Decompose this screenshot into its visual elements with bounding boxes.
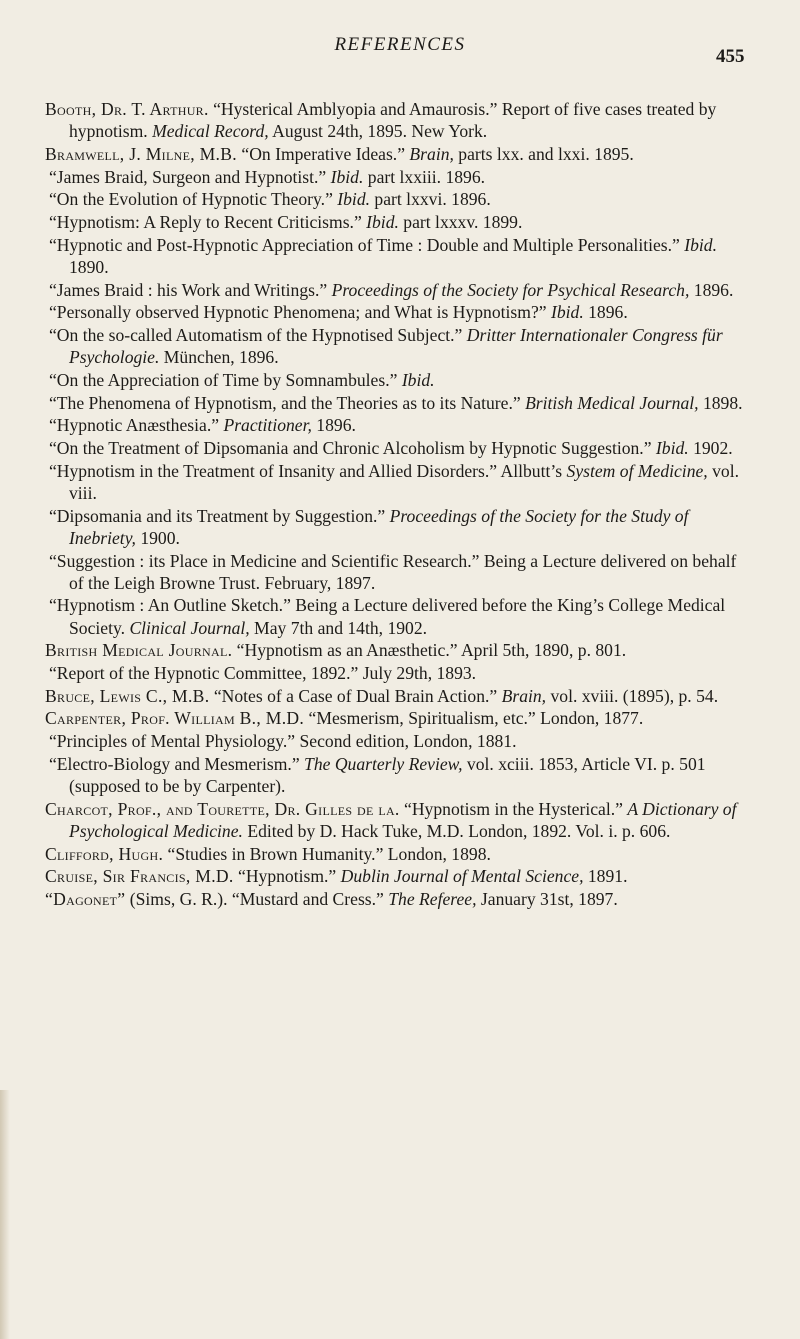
reference-text: part lxxiii. 1896.	[363, 166, 486, 187]
reference-text: 1896.	[311, 415, 356, 436]
reference-list	[45, 98, 745, 911]
reference-italic-title: Brain,	[409, 143, 454, 164]
reference-entry	[45, 143, 745, 165]
reference-entry	[45, 437, 745, 459]
reference-text: “On the Treatment of Dipsomania and Chronic Alcoholism by Hypnotic Suggestion.”	[49, 438, 656, 459]
reference-text: “Suggestion : its Place in Medicine and Scientific Research.” Being a Lecture delivered on behalf of the Leigh Browne Trust. February, 1897.	[49, 550, 737, 593]
reference-italic-title: Ibid.	[655, 438, 689, 459]
reference-text: January 31st, 1897.	[476, 889, 618, 910]
reference-entry	[45, 369, 745, 391]
reference-entry	[45, 843, 745, 865]
page-edge-stain	[0, 1090, 10, 1339]
reference-text: 1891.	[583, 866, 628, 887]
reference-text: “Hypnotism in the Treatment of Insanity and Allied Disorders.” Allbutt’s	[49, 460, 567, 481]
reference-text: “Hypnotic Anæsthesia.”	[49, 415, 224, 436]
reference-text: “Hypnotism: A Reply to Recent Criticisms.”	[49, 212, 367, 233]
reference-italic-title: A Dictionary of Psychological Medicine.	[69, 798, 737, 841]
reference-text: “James Braid, Surgeon and Hypnotist.”	[49, 166, 331, 187]
reference-italic-title: Ibid.	[401, 369, 435, 390]
reference-entry	[45, 301, 745, 323]
reference-entry	[45, 324, 745, 368]
reference-text: “On the Evolution of Hypnotic Theory.”	[49, 189, 338, 210]
reference-text: vol. viii.	[69, 460, 739, 503]
reference-author: Cruise, Sir Francis, M.D.	[45, 866, 234, 887]
reference-italic-title: Proceedings of the Society for Psychical Research,	[331, 279, 690, 300]
reference-entry	[45, 594, 745, 638]
reference-italic-title: The Referee,	[388, 889, 477, 910]
reference-text: “On the Appreciation of Time by Somnambules.”	[49, 369, 402, 390]
page-number: 455	[716, 46, 745, 67]
reference-text: “Principles of Mental Physiology.” Second edition, London, 1881.	[49, 731, 517, 752]
reference-text: “Hypnotism : An Outline Sketch.” Being a Lecture delivered before the King’s College Medical Society.	[49, 595, 726, 638]
reference-italic-title: Dritter Internationaler Congress für Psychologie.	[69, 325, 723, 368]
reference-entry	[45, 707, 745, 729]
reference-entry	[45, 166, 745, 188]
reference-italic-title: Medical Record,	[152, 121, 269, 142]
reference-text: “On Imperative Ideas.”	[236, 143, 410, 164]
reference-entry	[45, 279, 745, 301]
reference-italic-title: Ibid.	[366, 212, 399, 233]
reference-italic-title: Dublin Journal of Mental Science,	[340, 866, 584, 887]
reference-author: Bruce, Lewis C., M.B.	[45, 685, 210, 706]
reference-text: 1896.	[583, 302, 628, 323]
reference-italic-title: Ibid.	[330, 166, 364, 187]
reference-text: (Sims, G. R.). “Mustard and Cress.”	[125, 889, 389, 910]
reference-author: Bramwell, J. Milne, M.B.	[45, 143, 237, 164]
reference-italic-title: Brain,	[501, 685, 547, 706]
reference-text: 1900.	[135, 527, 180, 548]
reference-italic-title: Proceedings of the Society for the Study of Inebriety,	[69, 505, 689, 548]
reference-entry	[45, 639, 745, 661]
reference-text: “Electro-Biology and Mesmerism.”	[49, 753, 305, 774]
reference-text: “On the so-called Automatism of the Hypnotised Subject.”	[49, 325, 467, 346]
reference-author: Charcot, Prof., and Tourette, Dr. Gilles de la.	[45, 798, 400, 819]
reference-text: vol. xviii. (1895), p. 54.	[546, 685, 719, 706]
reference-author: British Medical Journal.	[45, 640, 233, 661]
reference-text: “Notes of a Case of Dual Brain Action.”	[209, 685, 502, 706]
reference-entry	[45, 188, 745, 210]
reference-text: “Hypnotism in the Hysterical.”	[399, 798, 628, 819]
reference-text: “Mesmerism, Spiritualism, etc.” London, 1877.	[304, 708, 644, 729]
reference-text: “The Phenomena of Hypnotism, and the Theories as to its Nature.”	[49, 392, 526, 413]
reference-text: part lxxvi. 1896.	[370, 189, 491, 210]
reference-italic-title: Ibid.	[337, 189, 371, 210]
reference-entry	[45, 685, 745, 707]
reference-italic-title: Clinical Journal,	[129, 617, 250, 638]
reference-entry	[45, 392, 745, 414]
reference-text: August 24th, 1895. New York.	[268, 121, 488, 142]
reference-entry	[45, 211, 745, 233]
reference-text: “Studies in Brown Humanity.” London, 1898.	[163, 843, 491, 864]
reference-entry	[45, 798, 745, 842]
reference-text: “Hysterical Amblyopia and Amaurosis.” Report of five cases treated by hypnotism.	[69, 99, 717, 142]
reference-text: Edited by D. Hack Tuke, M.D. London, 1892. Vol. i. p. 606.	[242, 821, 671, 841]
reference-entry	[45, 98, 745, 142]
reference-italic-title: Practitioner,	[223, 415, 312, 436]
reference-entry	[45, 730, 745, 752]
reference-entry	[45, 662, 745, 684]
reference-text: München, 1896.	[159, 347, 279, 368]
reference-entry	[45, 753, 745, 797]
reference-text: “Personally observed Hypnotic Phenomena; and What is Hypnotism?”	[49, 302, 551, 323]
reference-entry	[45, 234, 745, 278]
reference-italic-title: British Medical Journal,	[525, 392, 699, 413]
reference-text: vol. xciii. 1853, Article VI. p. 501 (supposed to be by Carpenter).	[69, 753, 706, 797]
reference-italic-title: System of Medicine,	[566, 460, 708, 481]
reference-author: Carpenter, Prof. William B., M.D.	[45, 708, 305, 729]
reference-italic-title: The Quarterly Review,	[304, 753, 463, 774]
running-head: REFERENCES	[334, 34, 466, 55]
reference-text: 1890.	[69, 256, 109, 277]
reference-text: “Report of the Hypnotic Committee, 1892.” July 29th, 1893.	[49, 663, 477, 684]
reference-text: 1896.	[689, 279, 734, 300]
reference-text: “Hypnotism as an Anæsthetic.” April 5th, 1890, p. 801.	[232, 640, 627, 661]
reference-entry	[45, 865, 745, 887]
reference-text: May 7th and 14th, 1902.	[249, 617, 428, 638]
reference-entry	[45, 505, 745, 549]
reference-entry	[45, 550, 745, 594]
reference-author: “Dagonet”	[45, 889, 126, 910]
reference-text: “Hypnotic and Post-Hypnotic Appreciation of Time : Double and Multiple Personalities.”	[49, 234, 685, 255]
reference-entry	[45, 888, 745, 910]
reference-text: 1902.	[688, 438, 733, 459]
reference-author: Clifford, Hugh.	[45, 843, 164, 864]
reference-author: Booth, Dr. T. Arthur.	[45, 99, 209, 119]
reference-text: part lxxxv. 1899.	[398, 212, 523, 233]
reference-text: “James Braid : his Work and Writings.”	[49, 279, 332, 300]
reference-entry	[45, 414, 745, 436]
reference-text: “Dipsomania and its Treatment by Suggestion.”	[49, 505, 390, 526]
reference-text: parts lxx. and lxxi. 1895.	[453, 143, 634, 164]
reference-text: 1898.	[698, 392, 743, 413]
reference-entry	[45, 460, 745, 504]
reference-italic-title: Ibid.	[550, 302, 584, 323]
reference-text: “Hypnotism.”	[233, 866, 341, 887]
reference-italic-title: Ibid.	[684, 234, 717, 255]
